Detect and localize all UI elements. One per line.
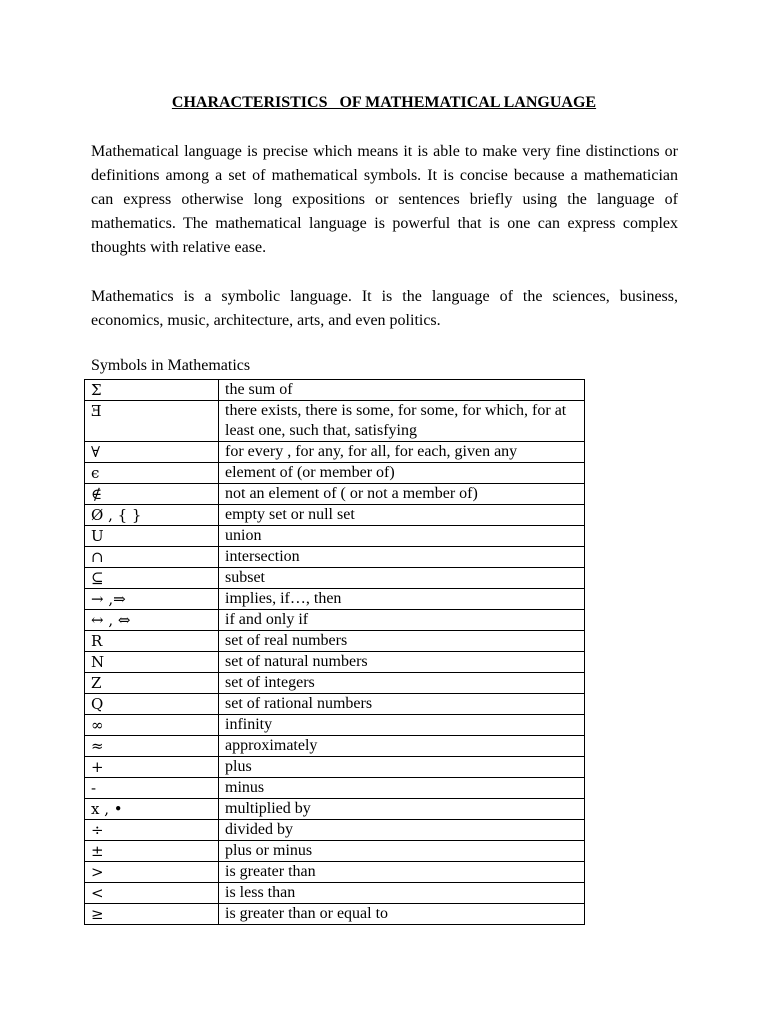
table-row <box>85 673 585 694</box>
symbol-cell: ∀ <box>85 442 219 463</box>
meaning-cell: implies, if…, then <box>219 589 585 610</box>
symbol-cell: → ,⇒ <box>85 589 219 610</box>
table-row <box>85 736 585 757</box>
symbol-cell: > <box>85 862 219 883</box>
symbol-cell: - <box>85 778 219 799</box>
table-row <box>85 883 585 904</box>
meaning-cell: for every , for any, for all, for each, given any <box>219 442 585 463</box>
table-row <box>85 526 585 547</box>
meaning-cell: if and only if <box>219 610 585 631</box>
table-row <box>85 505 585 526</box>
table-row <box>85 631 585 652</box>
symbol-cell: ÷ <box>85 820 219 841</box>
meaning-cell: set of real numbers <box>219 631 585 652</box>
meaning-cell: subset <box>219 568 585 589</box>
table-row <box>85 862 585 883</box>
meaning-cell: divided by <box>219 820 585 841</box>
meaning-cell: set of natural numbers <box>219 652 585 673</box>
symbol-cell: ∉ <box>85 484 219 505</box>
table-row <box>85 652 585 673</box>
symbol-cell: ≥ <box>85 904 219 925</box>
symbol-cell: ⊆ <box>85 568 219 589</box>
meaning-cell: set of integers <box>219 673 585 694</box>
paragraph-precision: Mathematical language is precise which means it is able to make very fine distinctions or definitions among a set of mathematical symbols. It is concise because a mathematician can express otherwise long expositions or sentences briefly using the language of mathematics. The mathematical language is powerful that is one can express complex thoughts with relative ease. <box>91 143 678 256</box>
table-row <box>85 610 585 631</box>
symbol-cell: ≈ <box>85 736 219 757</box>
symbol-cell: ϵ <box>85 463 219 484</box>
paragraph-symbolic-language: Mathematics is a symbolic language. It is the language of the sciences, business, economics, music, architecture, arts, and even politics. <box>91 288 678 329</box>
meaning-cell: multiplied by <box>219 799 585 820</box>
table-row <box>85 715 585 736</box>
table-row <box>85 442 585 463</box>
meaning-cell: infinity <box>219 715 585 736</box>
symbol-cell: R <box>85 631 219 652</box>
meaning-cell: the sum of <box>219 380 585 401</box>
meaning-cell: set of rational numbers <box>219 694 585 715</box>
meaning-cell: is greater than <box>219 862 585 883</box>
table-row <box>85 778 585 799</box>
page-title: CHARACTERISTICS OF MATHEMATICAL LANGUAGE <box>171 94 597 111</box>
meaning-cell: there exists, there is some, for some, for which, for at least one, such that, satisfying <box>219 401 585 442</box>
meaning-cell: intersection <box>219 547 585 568</box>
meaning-cell: empty set or null set <box>219 505 585 526</box>
symbol-cell: Q <box>85 694 219 715</box>
table-row <box>85 757 585 778</box>
symbol-cell: + <box>85 757 219 778</box>
table-row <box>85 568 585 589</box>
symbol-cell: ± <box>85 841 219 862</box>
meaning-cell: union <box>219 526 585 547</box>
symbol-cell: U <box>85 526 219 547</box>
symbol-cell: Ǝ <box>85 401 219 442</box>
symbol-cell: < <box>85 883 219 904</box>
symbols-table-body <box>85 380 585 925</box>
table-row <box>85 484 585 505</box>
symbol-cell: ↔ , ⇔ <box>85 610 219 631</box>
table-row <box>85 820 585 841</box>
symbols-table <box>84 379 585 925</box>
table-row <box>85 841 585 862</box>
meaning-cell: is less than <box>219 883 585 904</box>
table-row <box>85 799 585 820</box>
symbol-cell: ∞ <box>85 715 219 736</box>
table-row <box>85 694 585 715</box>
meaning-cell: not an element of ( or not a member of) <box>219 484 585 505</box>
symbol-cell: Z <box>85 673 219 694</box>
table-row <box>85 904 585 925</box>
meaning-cell: plus <box>219 757 585 778</box>
meaning-cell: plus or minus <box>219 841 585 862</box>
meaning-cell: element of (or member of) <box>219 463 585 484</box>
symbol-cell: x , • <box>85 799 219 820</box>
symbol-cell: N <box>85 652 219 673</box>
table-caption: Symbols in Mathematics <box>91 357 251 374</box>
meaning-cell: minus <box>219 778 585 799</box>
symbol-cell: ∩ <box>85 547 219 568</box>
table-row <box>85 401 585 442</box>
meaning-cell: is greater than or equal to <box>219 904 585 925</box>
table-row <box>85 380 585 401</box>
table-row <box>85 547 585 568</box>
symbol-cell: Ø , { } <box>85 505 219 526</box>
meaning-cell: approximately <box>219 736 585 757</box>
symbol-cell: Σ <box>85 380 219 401</box>
table-row <box>85 589 585 610</box>
table-row <box>85 463 585 484</box>
